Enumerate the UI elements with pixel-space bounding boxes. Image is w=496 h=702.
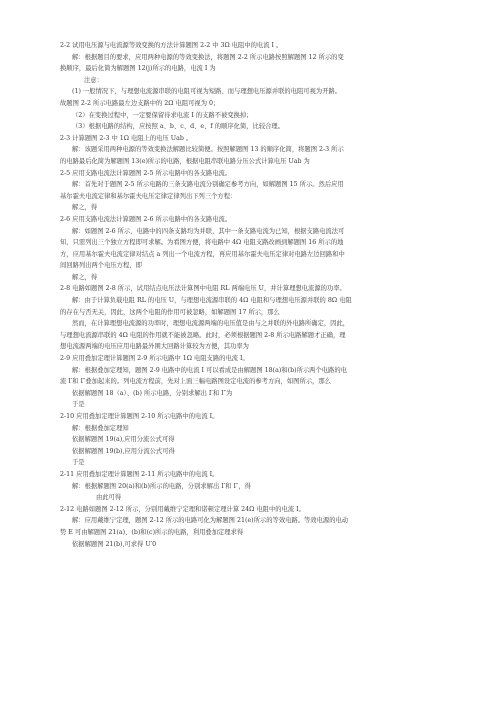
text-line: 流 I′和 I″叠加起来的。列电流方程前，先对上面三幅电路图设定电流的参考方向，如图所示，那么 [60,378,331,386]
text-line: 解：根据叠加定理知，题图 2-9 电路中的电流 I 可以看成是由解题图 18(a)和(b)所示两个电路的电 [72,366,347,374]
text-line: 的存在与否无关，因此，这两个电阻的作用可被忽略，如解题图 17 所示，那么 [60,308,280,316]
text-line: 知，只需列出三个独立方程即可求解。为看图方便，将电路中 4Ω 电阻支路改画到解题图 16 所示的地 [60,239,344,247]
text-line: 解：应用戴维宁定理，题图 2-12 所示的电路可化为解题图 21(e)所示的等效电路。等效电源的电动 [72,517,349,525]
text-line: 注意： [84,76,103,84]
text-line: 解：由于计算负载电阻 RL 的电压 U，与理想电流源串联的 4Ω 电阻和与理想电压源并联的 8Ω 电阻 [72,297,352,305]
text-line: 然而，在计算理想电流源的功率时，理想电流源两端的电压值是由与之并联的外电路所确定，因此， [72,320,350,328]
text-line: 基尔霍夫电流定律和基尔霍夫电压定律定律列出下列三个方程： [60,192,237,200]
text-line: 的电路最后化简为解题图 13(e)所示的电路，根据电阻串联电路分压公式计算电压 Uab 为 [60,157,310,165]
text-line: 解：如题图 2-6 所示，电路中的四条支路均为并联，其中一条支路电流为已知，根据支路电流法可 [72,227,345,235]
text-line: 2-3 计算题图 2-3 中 1Ω 电阻上的电压 Uab 。 [60,134,193,142]
text-line: 2-9 应用叠加定理计算题图 2-9 所示电路中 1Ω 电阻支路的电流 I。 [60,355,249,363]
text-line: 解：根据解题图 20(a)和(b)所示的电路，分别求解出 I′和 I″，得 [72,482,251,490]
text-line: 2-2 试用电压源与电流源等效变换的方法计算题图 2-2 中 3Ω 电阻中的电流 I 。 [60,42,283,49]
text-line: 2-5 应用支路电流法计算题图 2-5 所示电路中的各支路电流。 [60,169,232,177]
text-line: 2-8 电路如题图 2-8 所示，试用结点电压法计算图中电阻 RL 两端电压 U，并计算理想电流源的功率。 [60,285,346,293]
text-line: （2）在变换过程中，一定要保留待求电流 I 的支路不被变换掉； [72,111,253,119]
text-line: 解：根据叠加定理知 [72,424,129,432]
text-line: 依据解题图 21(b),可求得 U′0 [72,540,157,548]
text-line: （3）根据电路的结构，应按照 a、b、c、d、e、f 的顺序化简，比较合理。 [72,123,285,131]
text-line: 2-12 电路如题图 2-12 所示，分别用戴维宁定理和诺顿定理计算 24Ω 电阻中的电流 I。 [60,505,305,513]
text-line: 依据解题图 19(a),应用分流公式可得 [72,436,175,444]
text-line: 2-11 应用叠加定理计算题图 2-11 所示电路中的电流 I。 [60,470,219,478]
text-line: 故题图 2-2 所示电路最左边支路中的 2Ω 电阻可视为 0； [60,99,220,107]
document-page [60,40,454,550]
text-line: 想电流源两端的电压应用电路最外围大回路计算较为方便，其功率为 [60,343,249,351]
text-line: 于是 [72,401,85,409]
text-line: 间回路列出两个电压方程，即 [60,262,142,270]
text-line: 解之，得 [72,273,98,281]
text-line: 解：首先对于题图 2-5 所示电路的三条支路电流分别确定参考方向，如解题图 15 所示。然后应用 [72,181,344,189]
text-line: 2-6 应用支路电流法计算题图 2-6 所示电路中的各支路电流。 [60,215,232,223]
text-line: 依据解题图 19(b),应用分流公式可得 [72,447,175,455]
text-line: 由此可得 [96,494,122,502]
text-line: 方，应用基尔霍夫电流定律对结点 a 列出一个电流方程，再应用基尔霍夫电压定律对电路左边回路和中 [60,250,345,258]
text-line: 势 E 可由解题图 21(a)、(b)和(c)所示的电路，利用叠加定理求得 [60,528,244,536]
text-line: 2-10 应用叠加定理计算题图 2-10 所示电路中的电流 I。 [60,413,219,420]
text-line: 解：根据题目的要求，应用两种电源的等效变换法，将题图 2-2 所示电路按照解题图 12 所示的变 [72,53,344,61]
text-line: 于是 [72,459,85,467]
text-line: 解之，得 [72,204,98,212]
text-line: 换顺序，最后化简为解题图 12(j)所示的电路，电流 I 为 [60,65,216,73]
text-line: (1) 一般情况下，与理想电流源串联的电阻可视为短路、而与理想电压源并联的电阻可视为开路。 [72,88,342,96]
text-line: 与理想电流源串联的 4Ω 电阻的作用就不能被忽略。此时，必须根据题图 2-8 所示电路解题才正确，理 [60,331,346,339]
text-line: 解：该题采用两种电源的等效变换法解题比较简便。按照解题图 13 的顺序化简，将题图 2-3 所示 [72,146,344,154]
text-line: 依据解题图 18（a）、(b) 所示电路，分别求解出 I′和 I″为 [72,389,233,397]
